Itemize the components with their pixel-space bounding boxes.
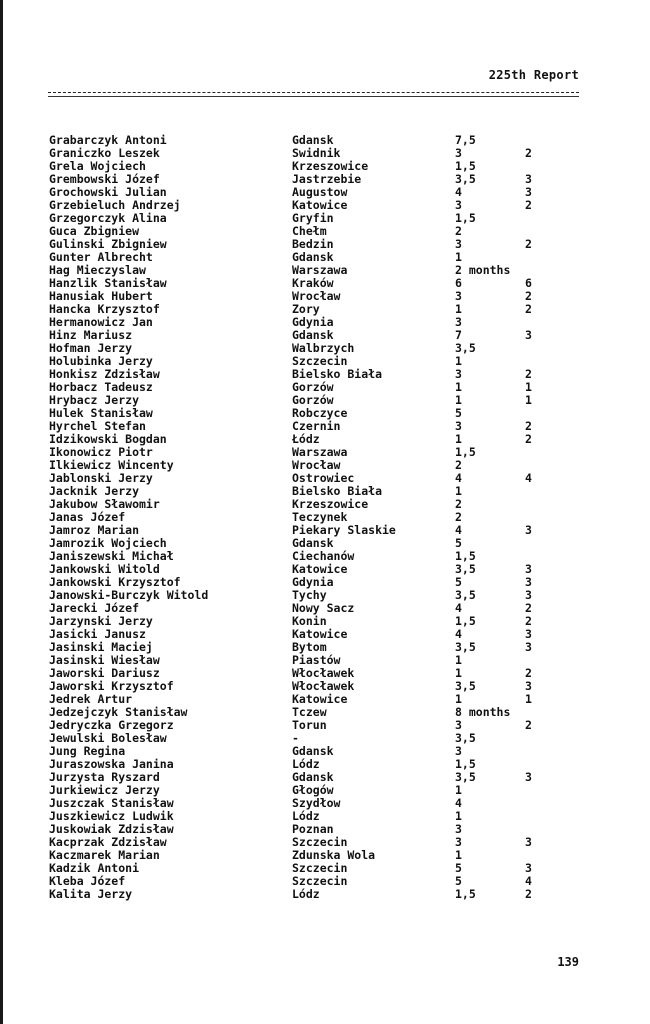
entry-name: Grabarczyk Antoni [49,133,167,147]
header-rule-lower [48,96,579,97]
entry-place: Szczecin [292,354,348,368]
entry-name: Jasicki Janusz [49,627,146,641]
entry-code: 3 [525,835,532,849]
entry-code: 1 [525,380,532,394]
entry-name: Janiszewski Michał [49,549,174,563]
entry-sentence: 3,5 [455,731,476,745]
entry-sentence: 1 [455,432,462,446]
entry-place: Bytom [292,640,327,654]
entry-sentence: 5 [455,874,462,888]
entry-code: 1 [525,692,532,706]
entry-sentence: 1,5 [455,887,476,901]
entry-place: Gdynia [292,575,334,589]
entry-place: Tczew [292,705,327,719]
entry-name: Grzebieluch Andrzej [49,198,181,212]
entry-code: 2 [525,146,532,160]
entry-sentence: 4 [455,471,462,485]
entry-sentence: 2 [455,458,462,472]
entry-code: 3 [525,185,532,199]
entry-place: Piastów [292,653,341,667]
entry-code: 3 [525,770,532,784]
entry-name: Jankowski Krzysztof [49,575,181,589]
entry-place: Zdunska Wola [292,848,376,862]
entry-code: 2 [525,367,532,381]
entry-place: Szczecin [292,874,348,888]
entry-name: Graniczko Leszek [49,146,160,160]
entry-code: 3 [525,861,532,875]
entry-sentence: 1,5 [455,757,476,771]
entry-sentence: 5 [455,406,462,420]
prisoner-list [49,134,549,901]
entry-place: Nowy Sacz [292,601,355,615]
entry-name: Hag Mieczyslaw [49,263,146,277]
entry-sentence: 4 [455,523,462,537]
entry-name: Hanusiak Hubert [49,289,153,303]
entry-place: Katowice [292,562,348,576]
entry-sentence: 2 [455,510,462,524]
entry-sentence: 5 [455,861,462,875]
entry-name: Janowski-Burczyk Witold [49,588,209,602]
entry-place: Swidnik [292,146,341,160]
entry-sentence: 3 [455,146,462,160]
entry-name: Hrybacz Jerzy [49,393,140,407]
entry-name: Horbacz Tadeusz [49,380,153,394]
entry-name: Jurzysta Ryszard [49,770,160,784]
entry-place: Katowice [292,198,348,212]
entry-name: Kadzik Antoni [49,861,140,875]
entry-sentence: 3,5 [455,679,476,693]
entry-place: Bedzin [292,237,334,251]
entry-name: Grela Wojciech [49,159,146,173]
entry-name: Idzikowski Bogdan [49,432,167,446]
entry-sentence: 3,5 [455,341,476,355]
entry-place: - [292,731,299,745]
entry-name: Jamrozik Wojciech [49,536,167,550]
entry-code: 4 [525,471,532,485]
entry-place: Gdynia [292,315,334,329]
entry-place: Gdansk [292,770,334,784]
entry-sentence: 3 [455,237,462,251]
entry-sentence: 3 [455,419,462,433]
entry-code: 3 [525,328,532,342]
entry-place: Gdansk [292,133,334,147]
entry-name: Jacknik Jerzy [49,484,140,498]
entry-name: Ikonowicz Piotr [49,445,153,459]
entry-name: Jablonski Jerzy [49,471,153,485]
entry-name: Kleba Józef [49,874,126,888]
entry-place: Warszawa [292,263,348,277]
entry-sentence: 7,5 [455,133,476,147]
entry-sentence: 5 [455,536,462,550]
entry-sentence: 3 [455,822,462,836]
entry-sentence: 6 [455,276,462,290]
entry-place: Włocławek [292,666,355,680]
entry-sentence: 8 months [455,705,511,719]
entry-sentence: 7 [455,328,462,342]
header-rule [48,92,579,93]
entry-place: Teczynek [292,510,348,524]
entry-name: Juskowiak Zdzisław [49,822,174,836]
entry-name: Hyrchel Stefan [49,419,146,433]
entry-place: Czernin [292,419,341,433]
entry-sentence: 1 [455,809,462,823]
entry-place: Szydłow [292,796,341,810]
entry-name: Gulinski Zbigniew [49,237,167,251]
entry-code: 3 [525,640,532,654]
entry-name: Hermanowicz Jan [49,315,153,329]
entry-sentence: 2 [455,224,462,238]
entry-code: 3 [525,679,532,693]
entry-sentence: 1,5 [455,614,476,628]
entry-sentence: 1 [455,302,462,316]
entry-name: Juraszowska Janina [49,757,174,771]
entry-place: Bielsko Biała [292,484,383,498]
entry-sentence: 1 [455,354,462,368]
entry-code: 2 [525,432,532,446]
page-edge-line [0,0,3,1024]
entry-name: Jaworski Krzysztof [49,679,174,693]
entry-sentence: 3 [455,744,462,758]
entry-sentence: 3,5 [455,588,476,602]
entry-place: Szczecin [292,835,348,849]
entry-sentence: 3 [455,315,462,329]
entry-sentence: 3,5 [455,172,476,186]
entry-place: Robczyce [292,406,348,420]
entry-code: 1 [525,393,532,407]
entry-place: Katowice [292,627,348,641]
entry-place: Walbrzych [292,341,355,355]
entry-sentence: 3 [455,289,462,303]
entry-place: Wrocław [292,289,341,303]
entry-place: Wrocław [292,458,341,472]
entry-place: Katowice [292,692,348,706]
entry-place: Krzeszowice [292,497,369,511]
entry-sentence: 4 [455,796,462,810]
entry-code: 2 [525,887,532,901]
entry-code: 3 [525,172,532,186]
entry-place: Warszawa [292,445,348,459]
entry-sentence: 1 [455,380,462,394]
entry-place: Konin [292,614,327,628]
entry-name: Grembowski Józef [49,172,160,186]
entry-place: Szczecin [292,861,348,875]
entry-place: Jastrzebie [292,172,362,186]
entry-name: Gunter Albrecht [49,250,153,264]
entry-code: 3 [525,523,532,537]
entry-name: Honkisz Zdzisław [49,367,160,381]
entry-place: Tychy [292,588,327,602]
entry-place: Torun [292,718,327,732]
entry-name: Hulek Stanisław [49,406,153,420]
page-number: 139 [557,955,579,969]
entry-name: Jarzynski Jerzy [49,614,153,628]
entry-name: Jasinski Wiesław [49,653,160,667]
entry-place: Krzeszowice [292,159,369,173]
entry-name: Hancka Krzysztof [49,302,160,316]
entry-name: Kaczmarek Marian [49,848,160,862]
list-item [49,888,549,901]
entry-code: 6 [525,276,532,290]
entry-place: Gdansk [292,744,334,758]
entry-sentence: 1 [455,484,462,498]
entry-code: 2 [525,666,532,680]
entry-place: Kraków [292,276,334,290]
entry-place: Chełm [292,224,327,238]
entry-sentence: 1 [455,250,462,264]
entry-name: Kalita Jerzy [49,887,133,901]
entry-sentence: 1 [455,653,462,667]
entry-place: Lódz [292,809,320,823]
entry-sentence: 2 months [455,263,511,277]
entry-name: Jarecki Józef [49,601,140,615]
entry-sentence: 1 [455,393,462,407]
entry-sentence: 4 [455,601,462,615]
entry-code: 2 [525,198,532,212]
entry-place: Łódz [292,432,320,446]
entry-sentence: 2 [455,497,462,511]
entry-name: Jung Regina [49,744,126,758]
entry-name: Jewulski Bolesław [49,731,167,745]
entry-name: Jedrek Artur [49,692,133,706]
entry-sentence: 1,5 [455,211,476,225]
entry-place: Włocławek [292,679,355,693]
entry-code: 2 [525,419,532,433]
entry-code: 2 [525,601,532,615]
entry-place: Bielsko Biała [292,367,383,381]
entry-place: Augustow [292,185,348,199]
entry-name: Juszkiewicz Ludwik [49,809,174,823]
entry-place: Piekary Slaskie [292,523,396,537]
entry-sentence: 3 [455,718,462,732]
entry-name: Hanzlik Stanisław [49,276,167,290]
entry-code: 4 [525,874,532,888]
entry-place: Gorzów [292,393,334,407]
entry-code: 3 [525,562,532,576]
entry-place: Gorzów [292,380,334,394]
entry-name: Kacprzak Zdzisław [49,835,167,849]
entry-place: Ciechanów [292,549,355,563]
entry-code: 2 [525,614,532,628]
entry-sentence: 3,5 [455,640,476,654]
entry-sentence: 5 [455,575,462,589]
report-label: 225th Report [488,68,579,82]
entry-name: Hofman Jerzy [49,341,133,355]
entry-place: Lódz [292,757,320,771]
entry-code: 2 [525,302,532,316]
entry-name: Jasinski Maciej [49,640,153,654]
entry-sentence: 3 [455,835,462,849]
entry-code: 2 [525,237,532,251]
entry-place: Gdansk [292,328,334,342]
entry-sentence: 4 [455,185,462,199]
entry-name: Grochowski Julian [49,185,167,199]
entry-name: Janas Józef [49,510,126,524]
entry-sentence: 3,5 [455,770,476,784]
entry-name: Hinz Mariusz [49,328,133,342]
entry-code: 3 [525,627,532,641]
entry-name: Jaworski Dariusz [49,666,160,680]
entry-sentence: 1 [455,666,462,680]
entry-place: Poznan [292,822,334,836]
entry-name: Jakubow Sławomir [49,497,160,511]
entry-sentence: 3 [455,198,462,212]
entry-sentence: 1 [455,848,462,862]
entry-code: 3 [525,588,532,602]
entry-sentence: 3 [455,367,462,381]
entry-sentence: 1,5 [455,549,476,563]
entry-place: Lódz [292,887,320,901]
entry-place: Gdansk [292,250,334,264]
entry-sentence: 3,5 [455,562,476,576]
entry-name: Jankowski Witold [49,562,160,576]
entry-name: Juszczak Stanisław [49,796,174,810]
entry-name: Jurkiewicz Jerzy [49,783,160,797]
entry-place: Zory [292,302,320,316]
entry-code: 2 [525,718,532,732]
entry-sentence: 1,5 [455,445,476,459]
entry-place: Gryfin [292,211,334,225]
entry-name: Jedryczka Grzegorz [49,718,174,732]
entry-place: Głogów [292,783,334,797]
entry-name: Jamroz Marian [49,523,140,537]
entry-name: Grzegorczyk Alina [49,211,167,225]
entry-name: Holubinka Jerzy [49,354,153,368]
entry-sentence: 4 [455,627,462,641]
entry-place: Ostrowiec [292,471,355,485]
entry-name: Ilkiewicz Wincenty [49,458,174,472]
entry-name: Jedzejczyk Stanisław [49,705,188,719]
entry-sentence: 1,5 [455,159,476,173]
entry-code: 3 [525,575,532,589]
entry-code: 2 [525,289,532,303]
entry-place: Gdansk [292,536,334,550]
entry-sentence: 1 [455,783,462,797]
entry-sentence: 1 [455,692,462,706]
entry-name: Guca Zbigniew [49,224,140,238]
